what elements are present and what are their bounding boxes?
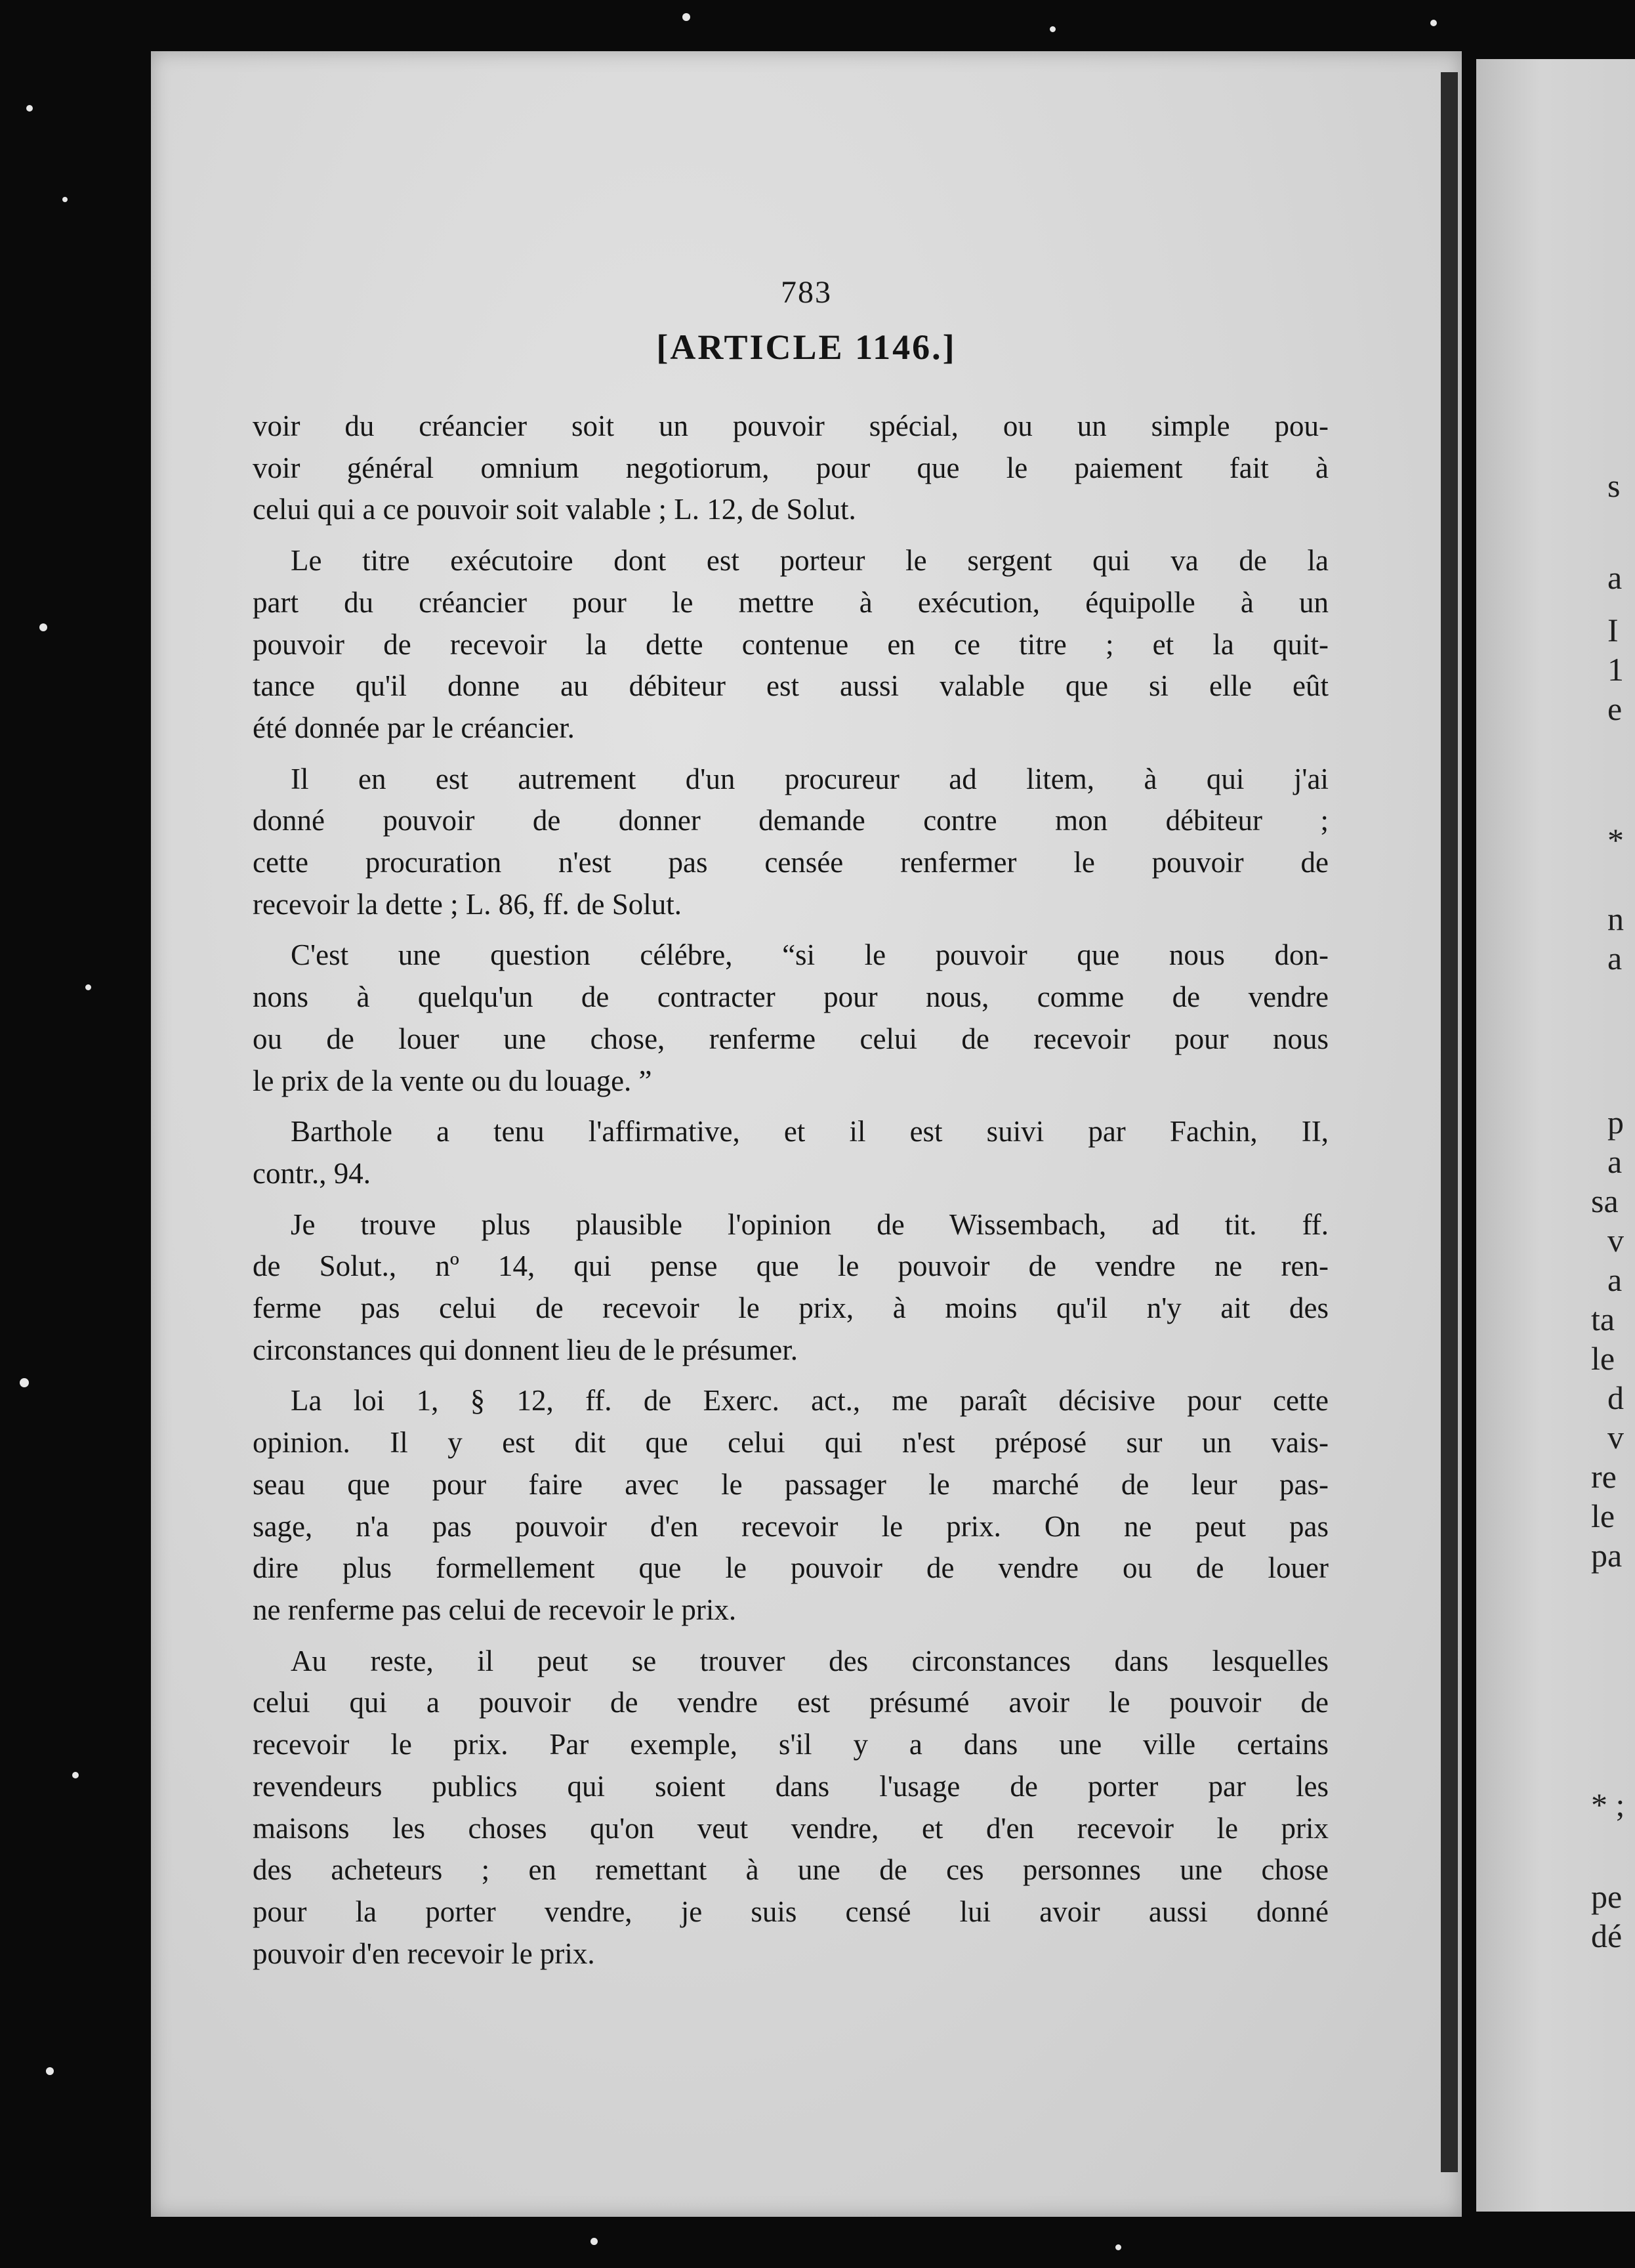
- text-line: pouvoir de recevoir la dette contenue en ce titre ; et la quit-: [253, 627, 1329, 661]
- text-line: des acheteurs ; en remettant à une de ces personnes une chose: [253, 1853, 1329, 1887]
- text-line: pouvoir d'en recevoir le prix.: [253, 1937, 595, 1970]
- text-line: été donnée par le créancier.: [253, 711, 575, 744]
- dust-speck: [682, 13, 690, 21]
- facing-page: [1476, 59, 1635, 2212]
- text-line: ne renferme pas celui de recevoir le prix.: [253, 1593, 737, 1626]
- text-line: maisons les choses qu'on veut vendre, et d'en recevoir le prix: [253, 1811, 1329, 1845]
- facing-page-fragment: a: [1607, 559, 1623, 596]
- text-line: La loi 1, § 12, ff. de Exerc. act., me paraît décisive pour cette: [291, 1384, 1329, 1418]
- facing-page-fragment: p: [1607, 1104, 1624, 1141]
- text-line: ou de louer une chose, renferme celui de recevoir pour nous: [253, 1022, 1329, 1055]
- text-line: sage, n'a pas pouvoir d'en recevoir le prix. On ne peut pas: [253, 1509, 1329, 1543]
- text-line: celui qui a ce pouvoir soit valable ; L. 12, de Solut.: [253, 493, 856, 526]
- facing-page-fragment: s: [1607, 467, 1621, 504]
- dust-speck: [1115, 2244, 1121, 2250]
- paragraph: [253, 1380, 1329, 1631]
- facing-page-fragment: le: [1591, 1340, 1615, 1377]
- dust-speck: [1430, 20, 1437, 26]
- text-line: nons à quelqu'un de contracter pour nous, comme de vendre: [253, 980, 1329, 1014]
- paragraph: [253, 759, 1329, 926]
- page-binding-edge: [1441, 72, 1458, 2172]
- facing-page-fragment: 1: [1607, 651, 1624, 688]
- text-line: seau que pour faire avec le passager le marché de leur pas-: [253, 1467, 1329, 1501]
- text-line: revendeurs publics qui soient dans l'usage de porter par les: [253, 1769, 1329, 1803]
- dust-speck: [62, 197, 68, 202]
- dust-speck: [46, 2067, 54, 2075]
- dust-speck: [85, 984, 91, 990]
- facing-page-fragment: d: [1607, 1379, 1624, 1416]
- text-line: recevoir la dette ; L. 86, ff. de Solut.: [253, 887, 682, 921]
- paragraph: [253, 1204, 1329, 1372]
- text-line: Au reste, il peut se trouver des circonstances dans lesquelles: [291, 1644, 1329, 1677]
- article-heading: [ARTICLE 1146.]: [656, 327, 957, 367]
- text-line: C'est une question célébre, “si le pouvoir que nous don-: [291, 938, 1329, 972]
- facing-page-fragment: le: [1591, 1498, 1615, 1534]
- text-line: cette procuration n'est pas censée renfermer le pouvoir de: [253, 846, 1329, 879]
- text-line: contr., 94.: [253, 1156, 371, 1190]
- facing-page-fragment: e: [1607, 690, 1623, 727]
- dust-speck: [1050, 26, 1056, 32]
- paragraph: [253, 934, 1329, 1102]
- text-line: le prix de la vente ou du louage. ”: [253, 1064, 652, 1097]
- dust-speck: [39, 623, 47, 631]
- dust-speck: [590, 2238, 598, 2245]
- text-line: Je trouve plus plausible l'opinion de Wissembach, ad tit. ff.: [291, 1208, 1329, 1241]
- text-line: celui qui a pouvoir de vendre est présumé avoir le pouvoir de: [253, 1686, 1329, 1719]
- paragraph: [253, 1641, 1329, 1975]
- text-line: Il en est autrement d'un procureur ad litem, à qui j'ai: [291, 762, 1329, 795]
- body-text: [253, 406, 1329, 1975]
- text-line: part du créancier pour le mettre à exécution, équipolle à un: [253, 585, 1329, 619]
- paragraph: [253, 1111, 1329, 1194]
- facing-page-fragment: a: [1607, 1143, 1623, 1180]
- text-line: ferme pas celui de recevoir le prix, à moins qu'il n'y ait des: [253, 1292, 1329, 1325]
- facing-page-fragment: v: [1607, 1222, 1624, 1259]
- facing-page-fragment: ta: [1591, 1301, 1615, 1337]
- text-line: dire plus formellement que le pouvoir de vendre ou de louer: [253, 1551, 1329, 1585]
- facing-page-fragment: a: [1607, 940, 1623, 976]
- text-line: voir du créancier soit un pouvoir spécial, ou un simple pou-: [253, 410, 1329, 442]
- paragraph: [253, 540, 1329, 749]
- text-line: opinion. Il y est dit que celui qui n'est préposé sur un vais-: [253, 1426, 1329, 1460]
- paragraph: [253, 406, 1329, 531]
- facing-page-fragment: n: [1607, 900, 1624, 937]
- page-number: 783: [781, 275, 832, 310]
- facing-page-fragment: a: [1607, 1261, 1623, 1298]
- facing-page-fragment: I: [1607, 612, 1619, 648]
- facing-page-fragment: *: [1607, 822, 1624, 858]
- facing-page-fragment: * ;: [1591, 1786, 1625, 1823]
- facing-page-fragment: pa: [1591, 1537, 1623, 1574]
- facing-page-fragment: sa: [1591, 1183, 1619, 1219]
- dust-speck: [72, 1772, 79, 1778]
- text-line: circonstances qui donnent lieu de le présumer.: [253, 1333, 798, 1366]
- facing-page-fragment: pe: [1591, 1878, 1623, 1915]
- text-line: pour la porter vendre, je suis censé lui avoir aussi donné: [253, 1895, 1329, 1928]
- facing-page-fragment: dé: [1591, 1918, 1623, 1954]
- text-line: Le titre exécutoire dont est porteur le sergent qui va de la: [291, 544, 1329, 578]
- text-line: de Solut., nº 14, qui pense que le pouvoir de vendre ne ren-: [253, 1250, 1329, 1283]
- facing-page-fragment: re: [1591, 1458, 1617, 1495]
- text-line: voir général omnium negotiorum, pour que le paiement fait à: [253, 451, 1329, 484]
- text-line: donné pouvoir de donner demande contre mon débiteur ;: [253, 804, 1329, 837]
- text-line: recevoir le prix. Par exemple, s'il y a dans une ville certains: [253, 1728, 1329, 1761]
- dust-speck: [20, 1378, 29, 1387]
- text-line: tance qu'il donne au débiteur est aussi valable que si elle eût: [253, 669, 1329, 703]
- dust-speck: [26, 105, 33, 112]
- text-line: Barthole a tenu l'affirmative, et il est suivi par Fachin, II,: [291, 1115, 1329, 1148]
- facing-page-fragment: v: [1607, 1419, 1624, 1456]
